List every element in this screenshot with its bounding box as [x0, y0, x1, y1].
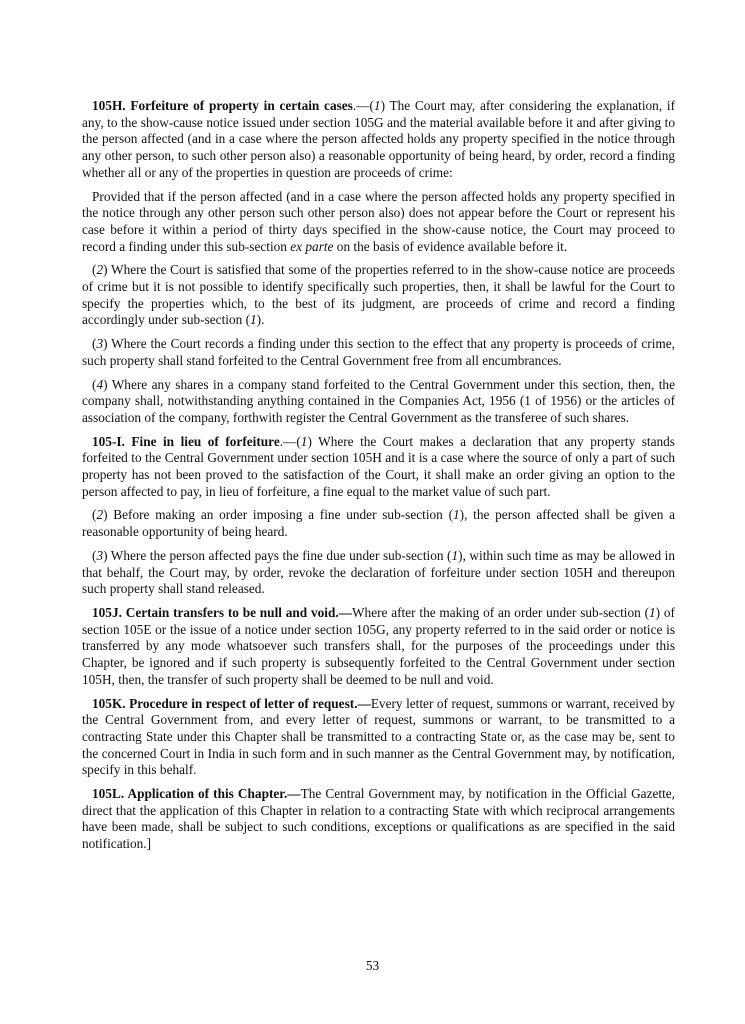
section-heading-105k: 105K. Procedure in respect of letter of request.—: [92, 695, 371, 711]
paragraph-text: of section 105E or the issue of a notice under section 105G, any property referred to in the said order or notice is transferred by any mode whatsoever such transfers shall, for the purposes of the proceedings under this Chapter, be ignored and if such property is subsequently forfeited to the Central Government under section 105H, then, the transfer of such property shall be deemed to be null and void.: [82, 604, 675, 687]
paragraph-105h-1: 105H. Forfeiture of property in certain cases.—(1) The Court may, after considering the explanation, if any, to the show-cause notice issued under section 105G and the material available before it and after giving to the person affected (and in a case where the person affected holds any property specified in the notice through any other person, to such other person also) a reasonable opportunity of being heard, by order, record a finding whether all or any of the properties in question are proceeds of crime:: [82, 98, 675, 180]
paragraph-text: Before making an order imposing a fine under sub-section: [107, 507, 449, 523]
paragraph-text: Where the Court records a finding under this section to the effect that any property is proceeds of crime, such property shall stand forfeited to the Central Government free from all encumbrances.: [82, 336, 675, 368]
subsection-ref: 1: [250, 312, 257, 328]
paragraph-text: Where the person affected pays the fine due under sub-section: [107, 547, 448, 563]
paragraph-105h-2: (2) Where the Court is satisfied that some of the properties referred to in the show-cause notice are proceeds of crime but it is not possible to identify specifically such properties, then, it shall be lawful for the Court to specify the properties which, to the best of its judgment, are proceeds of crime and record a finding accordingly under sub-section (1).: [82, 262, 675, 328]
paragraph-105k: [82, 696, 675, 780]
subsection-ref: 1: [453, 507, 460, 523]
paragraph-text: Provided that if the person affected (and in a case where the person affected holds any property specified in the notice through any other person such other person also) does not appear before the Court or represent his case before it within a period of thirty days specified in the show-cause notice, the Court may proceed to record a finding under this sub-section: [82, 188, 675, 254]
paragraph-text: Where the Court makes a declaration that any property stands forfeited to the Central Government under section 105H and it is a case where the source of only a part of such property has not been proved to the satisfaction of the Court, it shall make an order giving an option to the person affected to pay, in lieu of forfeiture, a fine equal to the market value of such part.: [82, 433, 675, 499]
paragraph-105l: [82, 786, 675, 853]
clause-number: 1: [300, 433, 308, 449]
clause-number: 2: [96, 262, 104, 278]
paragraph-text: The Court may, after considering the explanation, if any, to the show-cause notice issued under section 105G and the material available before it and after giving to the person affected (and in a case where the person affected holds any property specified in the notice through any other person, to such other person also) a reasonable opportunity of being heard, by order, record a finding whether all or any of the properties in question are proceeds of crime:: [82, 98, 675, 180]
paragraph-text: Every letter of request, summons or warrant, received by the Central Government from, and every letter of request, summons or warrant, to be transmitted to a contracting State under this Chapter shall be transmitted to a contracting State or, as the case may be, sent to the concerned Court in India in such form and in such manner as the Central Government may, by notification, specify in this behalf.: [82, 695, 675, 778]
paragraph-text: on the basis of evidence available before it.: [333, 238, 568, 254]
clause-number: 1: [373, 98, 381, 113]
paragraph-105h-proviso: [82, 189, 675, 256]
paragraph-105h-3: (3) Where the Court records a finding under this section to the effect that any property is proceeds of crime, such property shall stand forfeited to the Central Government free from all encumbrances.: [82, 336, 675, 368]
paragraph-105i-3: (3) Where the person affected pays the fine due under sub-section (1), within such time as may be allowed in that behalf, the Court may, by order, revoke the declaration of forfeiture under section 105H and thereupon such property shall stand released.: [82, 547, 675, 597]
paragraph-text: Where the Court is satisfied that some of the properties referred to in the show-cause notice are proceeds of crime but it is not possible to identify specifically such properties, then, it shall be lawful for the Court to specify the properties which, to the best of its judgment, are proceeds of crime and record a finding accordingly under sub-section: [82, 262, 675, 328]
section-heading-105i: 105-I. Fine in lieu of forfeiture: [92, 433, 280, 449]
paragraph-text: Where any shares in a company stand forfeited to the Central Government under this section, then, the company shall, notwithstanding anything contained in the Companies Act, 1956 (1 of 1956) or the articles of association of the company, forthwith register the Central Government as the transferee of such shares.: [82, 376, 675, 425]
section-heading-105h: 105H. Forfeiture of property in certain cases: [92, 98, 353, 113]
paragraph-text: The Central Government may, by notification in the Official Gazette, direct that the application of this Chapter in relation to a contracting State with which reciprocal arrangements have been made, shall be subject to such conditions, exceptions or qualifications as are specified in the said notification.]: [82, 786, 675, 852]
clause-number: 2: [96, 507, 104, 523]
subsection-ref: 1: [649, 604, 656, 620]
paragraph-105h-4: (4) Where any shares in a company stand forfeited to the Central Government under this section, then, the company shall, notwithstanding anything contained in the Companies Act, 1956 (1 of 1956) or the articles of association of the company, forthwith register the Central Government as the transferee of such shares.: [82, 376, 675, 425]
section-heading-105j: 105J. Certain transfers to be null and void.—: [92, 604, 352, 620]
paragraph-text: , within such time as may be allowed in that behalf, the Court may, by order, revoke the declaration of forfeiture under section 105H and thereupon such property shall stand released.: [82, 547, 675, 597]
italic-term: ex parte: [290, 238, 334, 254]
page-number: 53: [365, 958, 380, 973]
section-heading-105l: 105L. Application of this Chapter.—: [92, 786, 301, 802]
document-body: [82, 98, 675, 853]
paragraph-105i-2: (2) Before making an order imposing a fine under sub-section (1), the person affected shall be given a reasonable opportunity of being heard.: [82, 507, 675, 540]
paragraph-text: .: [261, 312, 265, 328]
clause-number: 4: [96, 376, 104, 392]
paragraph-text: Where after the making of an order under sub-section: [352, 604, 645, 620]
subsection-ref: 1: [451, 547, 459, 563]
clause-number: 3: [96, 547, 104, 563]
paragraph-text: , the person affected shall be given a reasonable opportunity of being heard.: [82, 507, 675, 540]
clause-number: 3: [96, 336, 104, 352]
paragraph-105j: 105J. Certain transfers to be null and void.—Where after the making of an order under sub-section (1) of section 105E or the issue of a notice under section 105G, any property referred to in the said order or notice is transferred by any mode whatsoever such transfers shall, for the purposes of the proceedings under this Chapter, be ignored and if such property is subsequently forfeited to the Central Government under section 105H, then, the transfer of such property shall be deemed to be null and void.: [82, 604, 675, 687]
paragraph-105i-1: 105-I. Fine in lieu of forfeiture.—(1) Where the Court makes a declaration that any property stands forfeited to the Central Government under section 105H and it is a case where the source of only a part of such property has not been proved to the satisfaction of the Court, it shall make an order giving an option to the person affected to pay, in lieu of forfeiture, a fine equal to the market value of such part.: [82, 433, 675, 499]
